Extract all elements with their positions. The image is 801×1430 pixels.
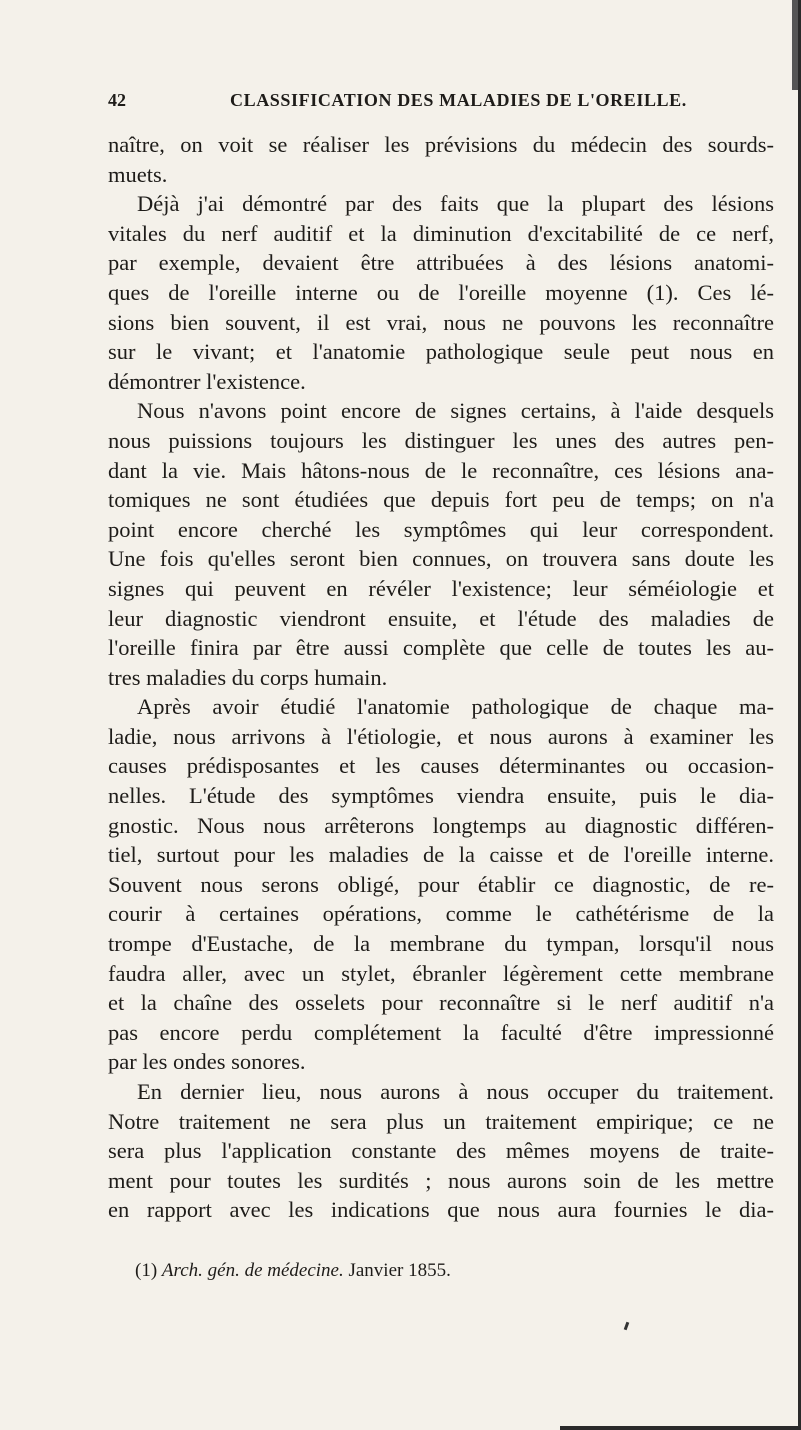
text-line: gnostic. Nous nous arrêterons longtemps au diagnostic différen- xyxy=(108,812,774,838)
text-line: sera plus l'application constante des mêmes moyens de traite- xyxy=(108,1138,774,1164)
text-line: Nous n'avons point encore de signes certains, à l'aide desquels xyxy=(137,398,774,424)
text-line: tres maladies du corps humain. xyxy=(108,664,388,690)
text-line: nelles. L'étude des symptômes viendra ensuite, puis le dia- xyxy=(108,783,774,809)
text-line: par exemple, devaient être attribuées à des lésions anatomi- xyxy=(108,250,774,276)
text-line: signes qui peuvent en révéler l'existence; leur séméiologie et xyxy=(108,575,774,601)
ink-speck xyxy=(624,1322,630,1331)
text-line: sur le vivant; et l'anatomie pathologique seule peut nous en xyxy=(108,339,774,365)
text-line: pas encore perdu complétement la faculté d'être impressionné xyxy=(108,1019,774,1045)
text-line: point encore cherché les symptômes qui leur correspondent. xyxy=(108,516,774,542)
footnote-date: Janvier 1855. xyxy=(348,1260,451,1281)
text-line: sions bien souvent, il est vrai, nous ne pouvons les reconnaître xyxy=(108,309,774,335)
running-head-title: CLASSIFICATION DES MALADIES DE L'OREILLE. xyxy=(230,90,687,110)
text-line: Souvent nous serons obligé, pour établir ce diagnostic, de re- xyxy=(108,871,774,897)
footnote-marker: (1) xyxy=(135,1260,158,1281)
body-text xyxy=(108,130,774,1225)
text-line: ques de l'oreille interne ou de l'oreille moyenne (1). Ces lé- xyxy=(108,279,774,305)
text-line: et la chaîne des osselets pour reconnaître si le nerf auditif n'a xyxy=(108,990,774,1016)
text-line: En dernier lieu, nous aurons à nous occuper du traitement. xyxy=(137,1079,774,1104)
text-line: tiel, surtout pour les maladies de la caisse et de l'oreille interne. xyxy=(108,842,774,868)
text-line: Notre traitement ne sera plus un traitement empirique; ce ne xyxy=(108,1108,774,1134)
text-line: par les ondes sonores. xyxy=(108,1049,306,1075)
scan-edge-bottom xyxy=(560,1426,801,1430)
text-line: Déjà j'ai démontré par des faits que la plupart des lésions xyxy=(137,191,774,217)
text-line: leur diagnostic viendront ensuite, et l'étude des maladies de xyxy=(108,605,774,631)
text-line: tomiques ne sont étudiées que depuis fort peu de temps; on n'a xyxy=(108,487,774,513)
text-line: causes prédisposantes et les causes déterminantes ou occasion- xyxy=(108,753,774,779)
footnote-source: Arch. gén. de médecine. xyxy=(161,1260,344,1281)
text-line: vitales du nerf auditif et la diminution d'excitabilité de ce nerf, xyxy=(108,220,774,246)
text-line: dant la vie. Mais hâtons-nous de le reconnaître, ces lésions ana- xyxy=(108,457,774,483)
text-line: Une fois qu'elles seront bien connues, on trouvera sans doute les xyxy=(108,546,774,572)
text-line: Après avoir étudié l'anatomie pathologique de chaque ma- xyxy=(137,694,774,720)
scan-edge-notch xyxy=(792,0,798,90)
text-line: en rapport avec les indications que nous aura fournies le dia- xyxy=(108,1197,774,1223)
text-line: courir à certaines opérations, comme le cathétérisme de la xyxy=(108,901,774,927)
text-line: trompe d'Eustache, de la membrane du tympan, lorsqu'il nous xyxy=(108,931,774,957)
text-line: nous puissions toujours les distinguer les unes des autres pen- xyxy=(108,427,774,453)
text-line: faudra aller, avec un stylet, ébranler légèrement cette membrane xyxy=(108,960,774,986)
footnote xyxy=(135,1260,451,1282)
running-head xyxy=(108,90,708,116)
text-line: ment pour toutes les surdités ; nous aurons soin de les mettre xyxy=(108,1167,774,1193)
page-number: 42 xyxy=(108,90,126,110)
text-line: ladie, nous arrivons à l'étiologie, et nous aurons à examiner les xyxy=(108,723,774,749)
text-line: démontrer l'existence. xyxy=(108,368,306,394)
text-line: muets. xyxy=(108,161,168,187)
text-line: l'oreille finira par être aussi complète que celle de toutes les au- xyxy=(108,635,774,661)
text-line: naître, on voit se réaliser les prévisions du médecin des sourds- xyxy=(108,132,774,157)
